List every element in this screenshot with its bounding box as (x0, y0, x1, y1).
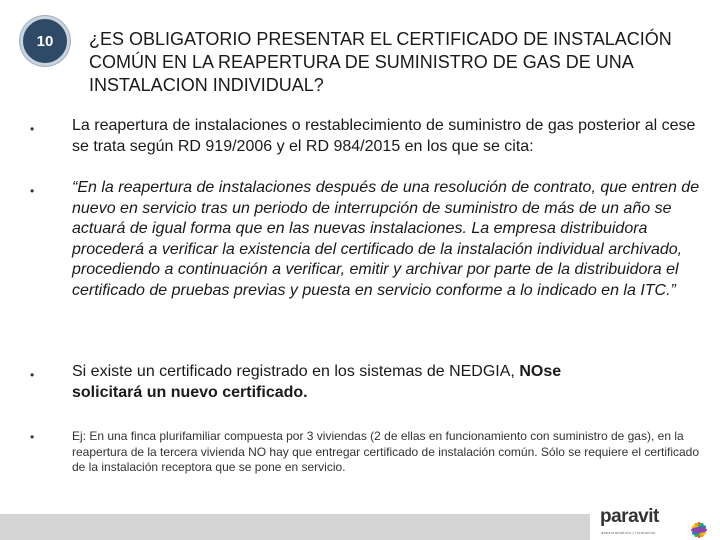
bullet-text-example: Ej: En una finca plurifamiliar compuesta por 3 viviendas (2 de ellas en funcionamiento con suministro de gas), en la reapertura de la tercera vivienda NO hay que entregar certificado de instalación común. Sólo se requiere el certificado de la instalación receptora que se pone en servicio. (72, 429, 700, 474)
bullet-marker: • (30, 368, 35, 382)
bullet-text-quote: “En la reapertura de instalaciones después de una resolución de contrato, que entren de nuevo en servicio tras un periodo de interrupción de suministro de más de un año se actuará de igual forma que en las nuevas instalaciones. La empresa distribuidora procederá a verificar la existencia del certificado de la instalación individual archivado, procediendo a continuación a verificar, emitir y archivar por parte de la distribuidora el certificado de pruebas previas y puesta en servicio conforme a lo indicado en la ITC.” (72, 179, 700, 299)
bullet-text-nedgia (72, 362, 702, 403)
logo (590, 502, 720, 540)
nedgia-bold-text-1: NOse (519, 363, 562, 380)
logo-tagline: asesoramiento | formación (601, 530, 656, 535)
logo-mark-icon (684, 508, 714, 538)
slide-number-badge (20, 16, 70, 66)
nedgia-bold-text-2: solicitará un nuevo certificado. (72, 383, 308, 401)
bullet-text-regulation: La reapertura de instalaciones o restablecimiento de suministro de gas posterior al cese se trata según RD 919/2006 y el RD 984/2015 en los que se cita: (72, 117, 696, 155)
bullet-marker: • (30, 430, 35, 444)
slide-number: 10 (36, 32, 54, 50)
bullet-marker: • (30, 122, 35, 136)
bullet-marker: • (30, 184, 35, 198)
nedgia-text: Si existe un certificado registrado en los sistemas de NEDGIA, (72, 363, 520, 380)
logo-text: paravit (600, 506, 659, 527)
slide-title: ¿ES OBLIGATORIO PRESENTAR EL CERTIFICADO DE INSTALACIÓN COMÚN EN LA REAPERTURA DE SUMINISTRO DE GAS DE UNA INSTALACION INDIVIDUAL? (89, 29, 672, 95)
